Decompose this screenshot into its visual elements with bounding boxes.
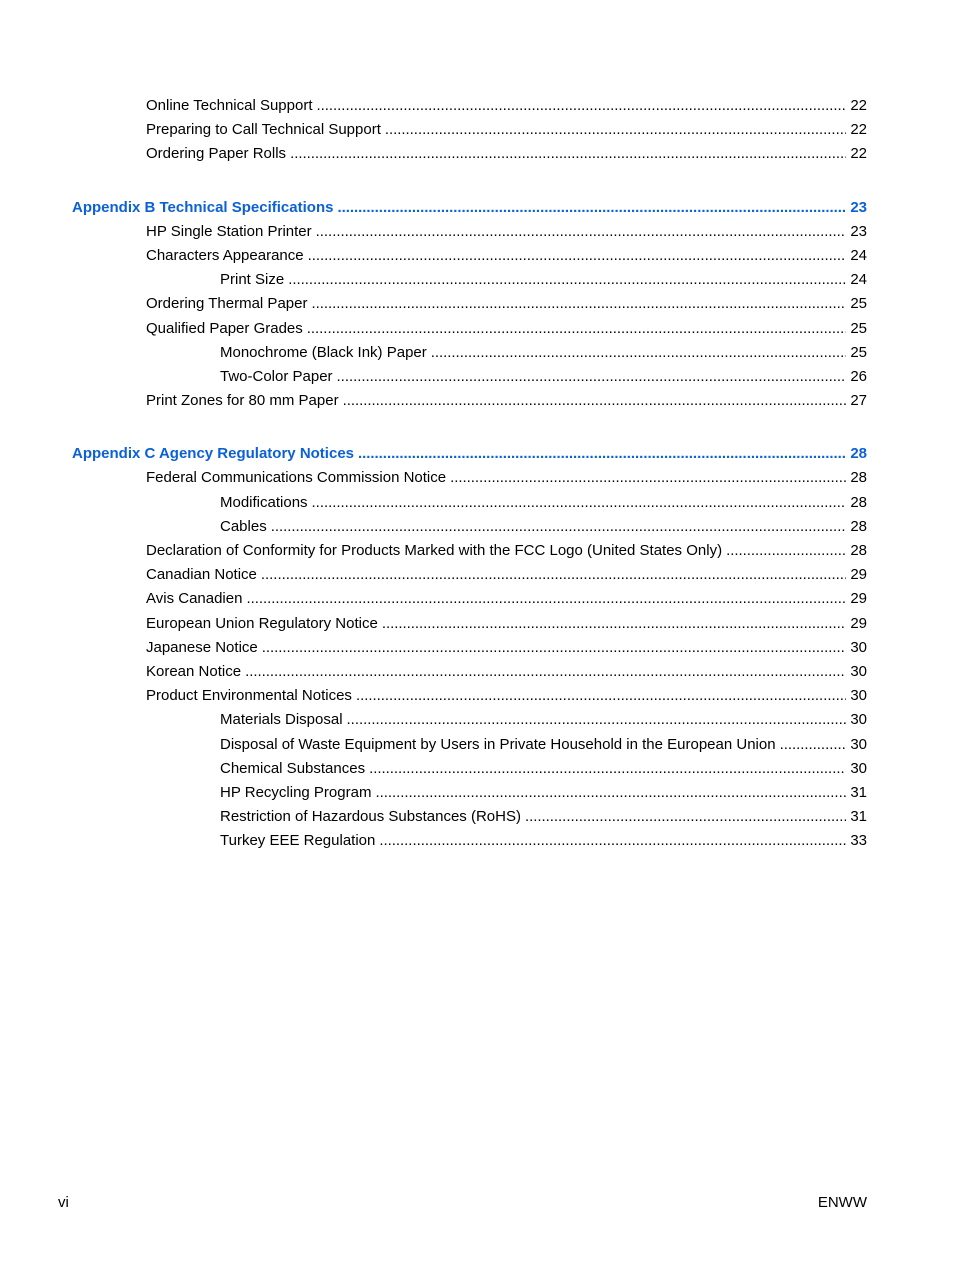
toc-entry-title: Print Size <box>220 271 285 289</box>
toc-entry-page: 29 <box>850 614 867 632</box>
toc-entry-disposal-of-waste-equipment[interactable] <box>0 733 954 757</box>
toc-entry-title: Japanese Notice <box>146 638 258 656</box>
dot-leader <box>316 220 847 244</box>
toc-entry-characters-appearance[interactable] <box>0 244 954 268</box>
dot-leader <box>262 636 847 660</box>
dot-leader <box>288 268 846 292</box>
toc-entry-title: Characters Appearance <box>146 246 304 264</box>
toc-entry-page: 23 <box>850 198 867 216</box>
toc-entry-title: Preparing to Call Technical Support <box>146 121 381 139</box>
dot-leader <box>337 365 847 389</box>
dot-leader <box>356 684 846 708</box>
toc-entry-page: 29 <box>850 590 867 608</box>
dot-leader <box>311 292 846 316</box>
toc-entry-page: 25 <box>850 319 867 337</box>
toc-entry-title: Korean Notice <box>146 662 242 680</box>
toc-entry-korean-notice[interactable] <box>0 660 954 684</box>
dot-leader <box>780 733 847 757</box>
dot-leader <box>307 317 847 341</box>
dot-leader <box>379 829 846 853</box>
toc-entry-page: 30 <box>850 638 867 656</box>
toc-entry-page: 25 <box>850 295 867 313</box>
toc-entry-page: 25 <box>850 343 867 361</box>
toc-entry-page: 30 <box>850 662 867 680</box>
toc-entry-page: 30 <box>850 735 867 753</box>
toc-entry-rohs[interactable] <box>0 805 954 829</box>
toc-entry-title: Appendix B Technical Specifications <box>72 198 334 216</box>
toc-entry-page: 28 <box>850 493 867 511</box>
toc-entry-title: HP Single Station Printer <box>146 222 312 240</box>
toc-entry-page: 26 <box>850 367 867 385</box>
dot-leader <box>245 660 846 684</box>
toc-entry-page: 24 <box>850 271 867 289</box>
dot-leader <box>317 94 847 118</box>
toc-entry-turkey-eee-regulation[interactable] <box>0 829 954 853</box>
toc-entry-page: 30 <box>850 759 867 777</box>
toc-entry-page: 22 <box>850 97 867 114</box>
dot-leader <box>271 515 847 539</box>
toc-entry-title: Ordering Paper Rolls <box>146 145 287 163</box>
toc-appendix-b-link[interactable] <box>0 196 954 220</box>
dot-leader <box>726 539 846 563</box>
toc-entry-page: 30 <box>850 687 867 705</box>
toc-entry-qualified-paper-grades[interactable] <box>0 317 954 341</box>
toc-entry-title: Declaration of Conformity for Products Marked with the FCC Logo (United States Only) <box>146 542 723 559</box>
dot-leader <box>358 442 846 466</box>
toc-entry-canadian-notice[interactable] <box>0 563 954 587</box>
toc-entry-page: 31 <box>850 783 867 801</box>
toc-entry-ordering-thermal-paper[interactable] <box>0 292 954 316</box>
toc-entry-eu-regulatory-notice[interactable] <box>0 612 954 636</box>
toc-entry-title: Modifications <box>220 493 308 511</box>
toc-entry-ordering-paper-rolls[interactable] <box>0 142 954 166</box>
toc-appendix-c-link[interactable] <box>0 442 954 466</box>
toc-entry-page: 31 <box>850 808 867 826</box>
toc-entry-title: Canadian Notice <box>146 566 257 584</box>
table-of-contents <box>0 94 954 853</box>
toc-entry-page: 24 <box>850 246 867 264</box>
footer-page-number: vi <box>58 1194 69 1211</box>
toc-entry-title: European Union Regulatory Notice <box>146 614 378 632</box>
toc-entry-page: 30 <box>850 711 867 729</box>
toc-entry-page: 22 <box>850 145 867 163</box>
toc-entry-title: Disposal of Waste Equipment by Users in Private Household in the European Union <box>220 735 776 753</box>
toc-entry-fcc-notice[interactable] <box>0 466 954 490</box>
toc-entry-title: Two-Color Paper <box>220 367 333 385</box>
toc-entry-title: Turkey EEE Regulation <box>220 832 376 850</box>
toc-entry-page: 28 <box>850 517 867 535</box>
toc-entry-page: 28 <box>850 469 867 487</box>
toc-entry-title: Materials Disposal <box>220 711 343 729</box>
toc-entry-declaration-of-conformity[interactable] <box>0 539 954 563</box>
toc-entry-title: Cables <box>220 517 267 535</box>
dot-leader <box>375 781 846 805</box>
toc-entry-materials-disposal[interactable] <box>0 708 954 732</box>
dot-leader <box>369 757 846 781</box>
toc-entry-title: Restriction of Hazardous Substances (RoHS) <box>220 808 521 826</box>
toc-entry-product-environmental-notices[interactable] <box>0 684 954 708</box>
toc-entry-title: Appendix C Agency Regulatory Notices <box>72 445 354 463</box>
toc-entry-hp-single-station-printer[interactable] <box>0 220 954 244</box>
toc-entry-page: 33 <box>850 832 867 850</box>
toc-entry-title: Product Environmental Notices <box>146 687 352 705</box>
dot-leader <box>246 587 846 611</box>
toc-entry-title: Ordering Thermal Paper <box>146 295 308 313</box>
page-footer <box>0 1192 954 1214</box>
toc-entry-title: Federal Communications Commission Notice <box>146 469 447 487</box>
dot-leader <box>290 142 846 166</box>
toc-entry-title: Online Technical Support <box>146 97 313 114</box>
toc-entry-preparing-to-call[interactable] <box>0 118 954 142</box>
toc-entry-title: Chemical Substances <box>220 759 366 777</box>
dot-leader <box>525 805 846 829</box>
toc-entry-cables[interactable] <box>0 515 954 539</box>
toc-entry-page: 28 <box>850 445 867 463</box>
dot-leader <box>312 491 847 515</box>
toc-entry-hp-recycling-program[interactable] <box>0 781 954 805</box>
toc-entry-title: Print Zones for 80 mm Paper <box>146 392 339 410</box>
toc-entry-title: HP Recycling Program <box>220 783 372 801</box>
dot-leader <box>385 118 846 142</box>
toc-entry-monochrome-paper[interactable] <box>0 341 954 365</box>
toc-entry-title: Avis Canadien <box>146 590 243 608</box>
dot-leader <box>431 341 847 365</box>
toc-entry-title: Monochrome (Black Ink) Paper <box>220 343 427 361</box>
toc-entry-page: 27 <box>850 392 867 410</box>
dot-leader <box>308 244 847 268</box>
toc-entry-avis-canadien[interactable] <box>0 587 954 611</box>
toc-entry-print-zones[interactable] <box>0 389 954 413</box>
toc-entry-chemical-substances[interactable] <box>0 757 954 781</box>
dot-leader <box>450 466 846 490</box>
toc-entry-page: 28 <box>850 542 867 559</box>
dot-leader <box>343 389 847 413</box>
dot-leader <box>382 612 847 636</box>
toc-entry-japanese-notice[interactable] <box>0 636 954 660</box>
dot-leader <box>347 708 847 732</box>
toc-entry-print-size[interactable] <box>0 268 954 292</box>
dot-leader <box>337 196 846 220</box>
toc-entry-page: 23 <box>850 222 867 240</box>
toc-entry-page: 29 <box>850 566 867 584</box>
toc-entry-modifications[interactable] <box>0 491 954 515</box>
toc-entry-online-technical-support[interactable] <box>0 94 954 118</box>
dot-leader <box>261 563 846 587</box>
footer-doc-code: ENWW <box>817 1194 867 1211</box>
toc-entry-title: Qualified Paper Grades <box>146 319 303 337</box>
toc-entry-page: 22 <box>850 121 867 139</box>
toc-entry-two-color-paper[interactable] <box>0 365 954 389</box>
